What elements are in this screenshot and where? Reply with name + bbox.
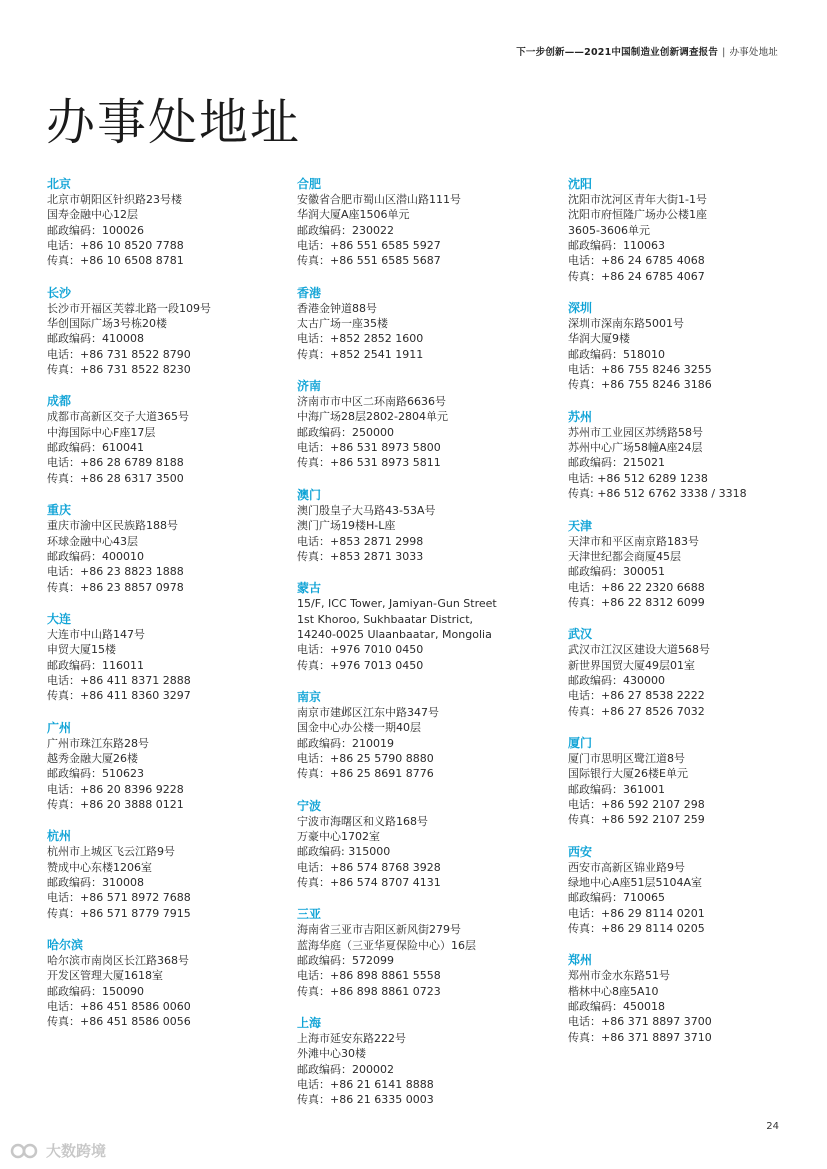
- office-city: 武汉: [568, 627, 593, 642]
- office-detail-line: 邮政编码：230022: [297, 223, 394, 237]
- office-city: 北京: [47, 177, 72, 191]
- office-detail-line: 邮政编码：250000: [297, 425, 394, 439]
- office-block: [568, 409, 808, 502]
- office-detail-line: 电话：+853 2871 2998: [297, 534, 424, 548]
- office-block: [297, 580, 537, 673]
- office-detail-line: 3605-3606单元: [568, 223, 650, 237]
- office-detail-line: 西安市高新区锦业路9号: [568, 860, 685, 874]
- office-block: [297, 689, 537, 782]
- office-column-1: [47, 176, 287, 1046]
- office-city: 济南: [297, 379, 322, 394]
- office-detail-line: 电话：+852 2852 1600: [297, 332, 424, 346]
- header-section: 办事处地址: [729, 47, 778, 58]
- office-detail-line: 传真：+852 2541 1911: [297, 347, 424, 361]
- office-city: 深圳: [568, 301, 593, 316]
- office-detail-line: 传真：+86 755 8246 3186: [568, 378, 712, 392]
- watermark-logo-icon: [10, 1141, 40, 1161]
- office-detail-line: 传真: +86 512 6762 3338 / 3318: [568, 487, 747, 501]
- office-detail-line: 开发区管理大厦1618室: [47, 969, 163, 983]
- office-city: 大连: [47, 611, 72, 626]
- office-detail-line: 邮政编码：400010: [47, 549, 144, 563]
- office-block: [568, 626, 808, 719]
- office-block: [297, 285, 537, 362]
- office-detail-line: 传真：+86 551 6585 5687: [297, 254, 441, 268]
- office-detail-line: 邮政编码：410008: [47, 332, 144, 346]
- office-detail-line: 邮政编码：510623: [47, 767, 144, 781]
- office-block: [568, 176, 808, 284]
- office-detail-line: 电话：+86 574 8768 3928: [297, 860, 441, 874]
- office-detail-line: 电话：+86 755 8246 3255: [568, 363, 712, 377]
- office-detail-line: 传真：+86 451 8586 0056: [47, 1015, 191, 1029]
- office-detail-line: 电话：+976 7010 0450: [297, 643, 424, 657]
- office-detail-line: 越秀金融大厦26楼: [47, 751, 138, 765]
- office-block: [568, 952, 808, 1045]
- office-detail-line: 传真：+86 20 3888 0121: [47, 797, 184, 811]
- office-detail-line: 邮政编码：116011: [47, 658, 144, 672]
- office-detail-line: 电话：+86 25 5790 8880: [297, 751, 434, 765]
- office-detail-line: 传真：+86 731 8522 8230: [47, 363, 191, 377]
- office-detail-line: 武汉市江汉区建设大道568号: [568, 643, 710, 657]
- office-detail-line: 1st Khoroo, Sukhbaatar District,: [297, 612, 474, 626]
- office-detail-line: 电话：+86 571 8972 7688: [47, 891, 191, 905]
- office-detail-line: 厦门市思明区鹭江道8号: [568, 751, 685, 765]
- office-detail-line: 邮政编码：518010: [568, 347, 665, 361]
- office-detail-line: 邮政编码：572099: [297, 954, 394, 968]
- office-detail-line: 成都市高新区交子大道365号: [47, 410, 189, 424]
- office-detail-line: 上海市延安东路222号: [297, 1032, 406, 1046]
- office-city: 广州: [47, 720, 72, 735]
- office-city: 蒙古: [297, 581, 322, 596]
- office-block: [47, 393, 287, 486]
- office-detail-line: 传真：+86 371 8897 3710: [568, 1030, 712, 1044]
- office-detail-line: 邮政编码：300051: [568, 565, 665, 579]
- office-block: [297, 1015, 537, 1108]
- office-detail-line: 华润大厦9楼: [568, 332, 630, 346]
- office-detail-line: 电话：+86 411 8371 2888: [47, 673, 191, 687]
- office-block: [47, 285, 287, 378]
- office-detail-line: 传真：+86 531 8973 5811: [297, 456, 441, 470]
- office-city: 郑州: [568, 953, 593, 968]
- office-detail-line: 中海广场28层2802-2804单元: [297, 410, 448, 424]
- office-detail-line: 传真：+86 21 6335 0003: [297, 1093, 434, 1107]
- office-detail-line: 苏州中心广场58幢A座24层: [568, 441, 703, 455]
- office-detail-line: 15/F, ICC Tower, Jamiyan-Gun Street: [297, 597, 497, 611]
- office-detail-line: 郑州市金水东路51号: [568, 969, 670, 983]
- office-detail-line: 邮政编码：150090: [47, 984, 144, 998]
- office-detail-line: 传真：+86 571 8779 7915: [47, 906, 191, 920]
- office-block: [297, 906, 537, 999]
- office-city: 成都: [47, 394, 72, 409]
- page-number: 24: [766, 1121, 779, 1132]
- office-column-2: [297, 176, 537, 1124]
- office-detail-line: 邮政编码：430000: [568, 673, 665, 687]
- office-detail-line: 北京市朝阳区针织路23号楼: [47, 193, 182, 206]
- office-detail-line: 澳门广场19楼H-L座: [297, 519, 396, 533]
- header-report-title: 下一步创新——2021中国制造业创新调查报告: [516, 47, 719, 58]
- office-detail-line: 电话：+86 731 8522 8790: [47, 347, 191, 361]
- office-detail-line: 楷林中心8座5A10: [568, 984, 659, 998]
- office-detail-line: 国寿金融中心12层: [47, 208, 138, 222]
- office-detail-line: 传真：+86 28 6317 3500: [47, 471, 184, 485]
- office-detail-line: 传真：+86 22 8312 6099: [568, 595, 705, 609]
- office-detail-line: 海南省三亚市吉阳区新风街279号: [297, 923, 461, 937]
- office-detail-line: 蓝海华庭（三亚华夏保险中心）16层: [297, 938, 476, 952]
- office-detail-line: 电话：+86 451 8586 0060: [47, 1000, 191, 1014]
- office-city: 南京: [297, 689, 322, 704]
- office-detail-line: 传真：+86 411 8360 3297: [47, 689, 191, 703]
- office-block: [47, 720, 287, 813]
- office-detail-line: 国金中心办公楼一期40层: [297, 721, 421, 735]
- office-detail-line: 邮政编码: 315000: [297, 845, 391, 859]
- office-detail-line: 天津世纪都会商厦45层: [568, 549, 681, 563]
- office-block: [297, 378, 537, 471]
- office-block: [47, 611, 287, 704]
- office-detail-line: 邮政编码：310008: [47, 876, 144, 889]
- office-block: [47, 937, 287, 1030]
- office-detail-line: 传真：+86 10 6508 8781: [47, 254, 184, 268]
- office-block: [297, 798, 537, 891]
- office-detail-line: 太古广场一座35楼: [297, 317, 388, 331]
- office-city: 重庆: [47, 503, 72, 518]
- office-detail-line: 华创国际广场3号栋20楼: [47, 317, 167, 331]
- office-detail-line: 外滩中心30楼: [297, 1047, 366, 1061]
- office-detail-line: 新世界国贸大厦49层01室: [568, 658, 695, 672]
- office-detail-line: 电话：+86 371 8897 3700: [568, 1015, 712, 1029]
- office-block: [47, 502, 287, 595]
- office-detail-line: 邮政编码：210019: [297, 736, 394, 750]
- office-block: [297, 487, 537, 564]
- office-detail-line: 传真：+976 7013 0450: [297, 658, 424, 672]
- office-detail-line: 华润大厦A座1506单元: [297, 208, 410, 222]
- office-city: 三亚: [297, 907, 322, 922]
- office-detail-line: 重庆市渝中区民族路188号: [47, 519, 178, 533]
- office-detail-line: 14240-0025 Ulaanbaatar, Mongolia: [297, 627, 492, 641]
- office-detail-line: 邮政编码：710065: [568, 891, 665, 905]
- office-detail-line: 安徽省合肥市蜀山区潜山路111号: [297, 193, 461, 206]
- running-header: [516, 44, 778, 58]
- office-detail-line: 邮政编码：361001: [568, 782, 665, 796]
- office-detail-line: 电话：+86 551 6585 5927: [297, 239, 441, 253]
- header-separator: |: [722, 47, 726, 58]
- office-detail-line: 电话：+86 22 2320 6688: [568, 580, 705, 594]
- office-block: [47, 176, 287, 269]
- office-detail-line: 传真：+86 25 8691 8776: [297, 767, 434, 781]
- office-detail-line: 电话：+86 898 8861 5558: [297, 969, 441, 983]
- office-detail-line: 邮政编码：215021: [568, 456, 665, 470]
- office-detail-line: 哈尔滨市南岗区长江路368号: [47, 954, 189, 968]
- office-detail-line: 深圳市深南东路5001号: [568, 317, 684, 331]
- office-detail-line: 邮政编码：200002: [297, 1062, 394, 1076]
- office-detail-line: 宁波市海曙区和义路168号: [297, 814, 428, 828]
- office-detail-line: 苏州市工业园区苏绣路58号: [568, 425, 703, 439]
- office-detail-line: 传真：+86 24 6785 4067: [568, 269, 705, 283]
- office-city: 上海: [297, 1016, 322, 1031]
- office-detail-line: 长沙市开福区芙蓉北路一段109号: [47, 301, 211, 315]
- office-city: 苏州: [568, 409, 593, 424]
- office-detail-line: 南京市建邺区江东中路347号: [297, 705, 439, 719]
- office-detail-line: 电话：+86 29 8114 0201: [568, 906, 705, 920]
- office-city: 杭州: [47, 829, 72, 844]
- office-detail-line: 中海国际中心F座17层: [47, 425, 156, 439]
- office-detail-line: 电话：+86 531 8973 5800: [297, 441, 441, 455]
- office-detail-line: 传真：+86 29 8114 0205: [568, 922, 705, 936]
- office-detail-line: 沈阳市府恒隆广场办公楼1座: [568, 208, 707, 222]
- office-detail-line: 万豪中心1702室: [297, 829, 380, 843]
- office-detail-line: 传真：+86 27 8526 7032: [568, 704, 705, 718]
- office-city: 天津: [568, 518, 593, 533]
- office-city: 宁波: [297, 798, 322, 813]
- office-column-3: [568, 176, 808, 1061]
- office-detail-line: 邮政编码：100026: [47, 223, 144, 237]
- office-city: 香港: [297, 285, 322, 300]
- office-block: [568, 300, 808, 393]
- office-city: 哈尔滨: [47, 938, 84, 953]
- office-block: [568, 735, 808, 828]
- office-detail-line: 邮政编码：450018: [568, 1000, 665, 1014]
- office-detail-line: 传真：+86 592 2107 259: [568, 813, 705, 827]
- office-detail-line: 澳门殷皇子大马路43-53A号: [297, 503, 436, 517]
- office-detail-line: 电话：+86 23 8823 1888: [47, 565, 184, 579]
- office-detail-line: 传真：+86 574 8707 4131: [297, 876, 441, 889]
- office-detail-line: 电话：+86 592 2107 298: [568, 797, 705, 811]
- office-detail-line: 邮政编码：610041: [47, 441, 144, 455]
- watermark: [10, 1140, 106, 1161]
- office-city: 合肥: [297, 177, 322, 191]
- office-city: 厦门: [568, 735, 593, 750]
- office-detail-line: 传真：+86 898 8861 0723: [297, 984, 441, 998]
- watermark-text: 大数跨境: [46, 1142, 107, 1160]
- office-detail-line: 电话：+86 21 6141 8888: [297, 1078, 434, 1092]
- office-detail-line: 广州市珠江东路28号: [47, 736, 149, 750]
- office-detail-line: 传真：+853 2871 3033: [297, 549, 424, 563]
- office-detail-line: 电话：+86 28 6789 8188: [47, 456, 184, 470]
- office-city: 西安: [568, 844, 593, 859]
- office-block: [568, 518, 808, 611]
- office-city: 长沙: [47, 285, 72, 300]
- office-detail-line: 绿地中心A座51层5104A室: [568, 876, 703, 889]
- office-detail-line: 电话: +86 512 6289 1238: [568, 471, 708, 485]
- office-detail-line: 传真：+86 23 8857 0978: [47, 580, 184, 594]
- office-detail-line: 电话：+86 24 6785 4068: [568, 254, 705, 268]
- office-detail-line: 邮政编码：110063: [568, 239, 665, 253]
- office-detail-line: 沈阳市沈河区青年大街1-1号: [568, 193, 707, 206]
- office-block: [47, 828, 287, 921]
- office-detail-line: 天津市和平区南京路183号: [568, 534, 699, 548]
- office-detail-line: 电话：+86 10 8520 7788: [47, 239, 184, 253]
- office-detail-line: 香港金钟道88号: [297, 301, 377, 315]
- page-title: 办事处地址: [46, 94, 302, 151]
- office-city: 沈阳: [568, 177, 593, 191]
- office-block: [297, 176, 537, 269]
- office-detail-line: 环球金融中心43层: [47, 534, 138, 548]
- office-detail-line: 赞成中心东楼1206室: [47, 860, 152, 874]
- office-detail-line: 电话：+86 20 8396 9228: [47, 782, 184, 796]
- office-detail-line: 济南市市中区二环南路6636号: [297, 395, 446, 409]
- office-block: [568, 844, 808, 937]
- office-detail-line: 国际银行大厦26楼E单元: [568, 767, 688, 781]
- office-detail-line: 大连市中山路147号: [47, 627, 145, 641]
- office-city: 澳门: [297, 487, 322, 502]
- office-detail-line: 电话：+86 27 8538 2222: [568, 689, 705, 703]
- office-detail-line: 杭州市上城区飞云江路9号: [47, 845, 175, 859]
- office-detail-line: 申贸大厦15楼: [47, 643, 116, 657]
